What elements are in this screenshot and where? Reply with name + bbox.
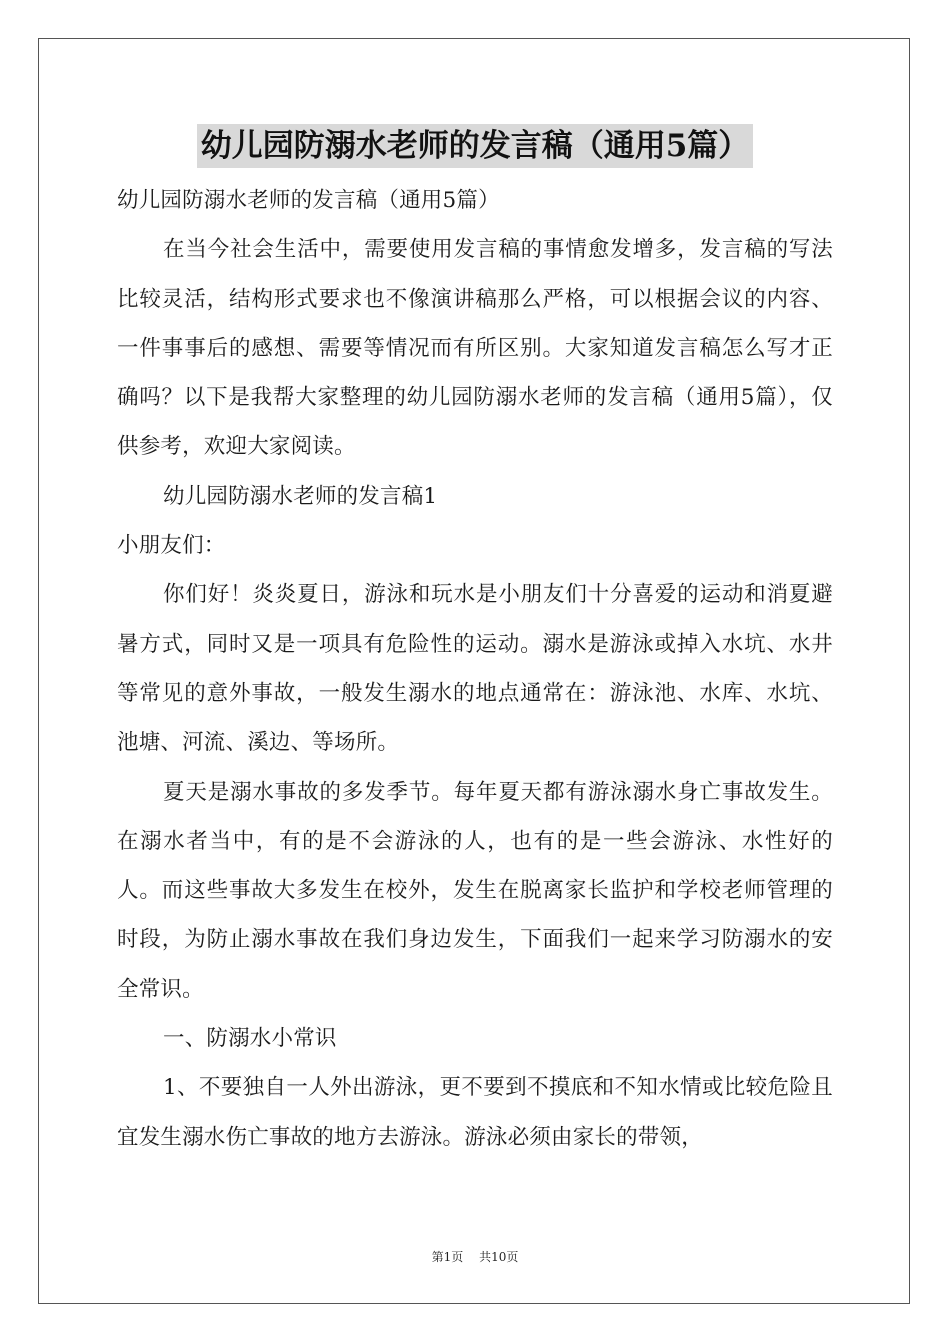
subheading-safety-tips: 一、防溺水小常识 xyxy=(163,1026,337,1052)
page-number: 第1页 xyxy=(431,1250,464,1264)
page-total: 共10页 xyxy=(479,1250,519,1264)
document-title: 幼儿园防溺水老师的发言稿（通用5篇） xyxy=(197,124,754,168)
document-body xyxy=(117,176,833,1162)
paragraph-intro: 在当今社会生活中，需要使用发言稿的事情愈发增多，发言稿的写法比较灵活，结构形式要求也不像演讲稿那么严格，可以根据会议的内容、一件事事后的感想、需要等情况而有所区别。大家知道发言稿怎么写才正确吗？以下是我帮大家整理的幼儿园防溺水老师的发言稿（通用5篇），仅供参考，欢迎大家阅读。 xyxy=(117,237,833,460)
paragraph-body-1: 你们好！炎炎夏日，游泳和玩水是小朋友们十分喜爱的运动和消夏避暑方式，同时又是一项具有危险性的运动。溺水是游泳或掉入水坑、水井等常见的意外事故，一般发生溺水的地点通常在：游泳池、水库、水坑、池塘、河流、溪边、等场所。 xyxy=(117,582,833,756)
section-heading-1: 幼儿园防溺水老师的发言稿1 xyxy=(163,483,438,509)
title-container xyxy=(0,124,950,168)
paragraph-tip-1: 1、不要独自一人外出游泳，更不要到不摸底和不知水情或比较危险且宜发生溺水伤亡事故的地方去游泳。游泳必须由家长的带领， xyxy=(117,1075,833,1150)
paragraph-greeting: 小朋友们： xyxy=(117,533,226,559)
paragraph-subtitle: 幼儿园防溺水老师的发言稿（通用5篇） xyxy=(117,188,500,213)
paragraph-body-2: 夏天是溺水事故的多发季节。每年夏天都有游泳溺水身亡事故发生。在溺水者当中，有的是不会游泳的人，也有的是一些会游泳、水性好的人。而这些事故大多发生在校外，发生在脱离家长监护和学校老师管理的时段，为防止溺水事故在我们身边发生，下面我们一起来学习防溺水的安全常识。 xyxy=(117,779,833,1002)
page-footer xyxy=(0,1248,950,1265)
